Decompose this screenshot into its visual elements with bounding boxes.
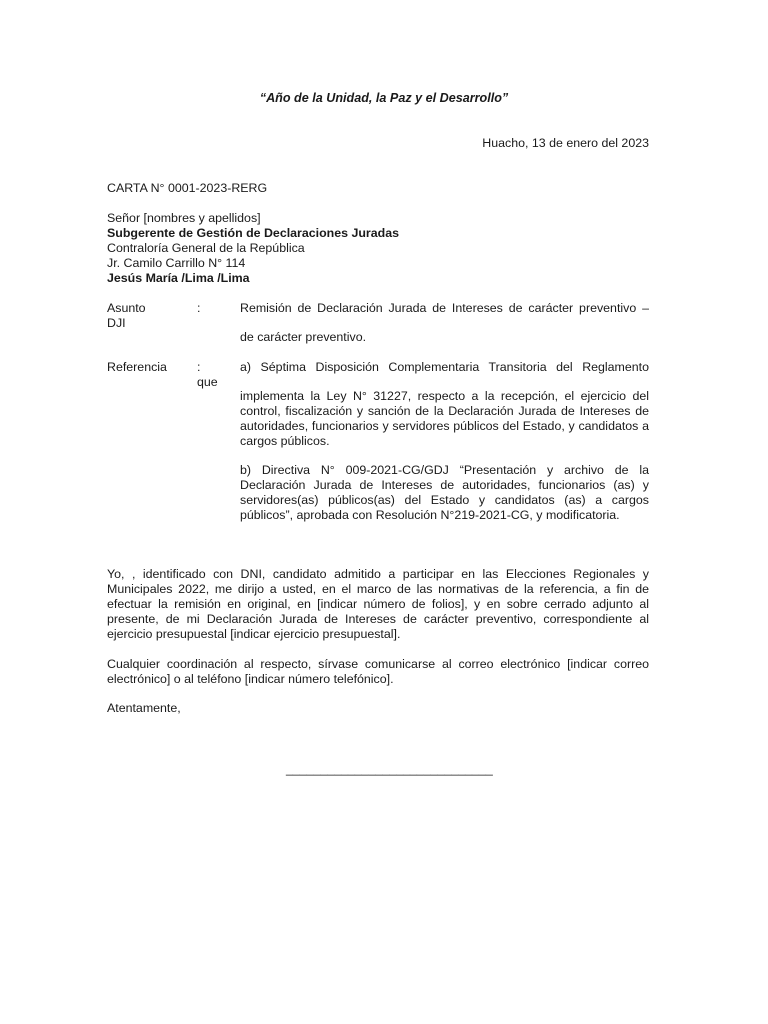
recipient-institution: Contraloría General de la República [107,241,305,255]
motto-header: “Año de la Unidad, la Paz y el Desarrollo” [259,91,509,105]
asunto-line1: Remisión de Declaración Jurada de Intereses de carácter preventivo – [240,301,649,315]
recipient-address: Jr. Camilo Carrillo N° 114 [107,256,246,270]
asunto-line2: de carácter preventivo. [240,330,367,344]
asunto-label: Asunto [107,301,146,315]
recipient-city: Jesús María /Lima /Lima [107,271,250,285]
referencia-label: Referencia [107,360,167,374]
body-paragraph-1: Yo, , identificado con DNI, candidato admitido a participar en las Elecciones Regionales y Municipales 2022, me dirijo a usted, en el marco de las normativas de la referencia, a fin de efectuar la remisión en original, en [indicar número de folios], y en sobre cerrado adjunto al presente, de mi Declaración Jurada de Intereses de carácter preventivo, correspondiente al ejercicio presupuestal [indicar ejercicio presupuestal]. [107,567,649,641]
place-date: Huacho, 13 de enero del 2023 [482,136,649,150]
referencia-b-text: b) Directiva N° 009-2021-CG/GDJ “Presentación y archivo de la Declaración Jurada de Intereses de autoridades, funcionarios (as) y servidores(as) públicos(as) del Estado y candidatos (as) a cargos públicos”, aprobada con Resolución N°219-2021-CG, y modificatoria. [240,463,649,522]
letter-number: CARTA N° 0001-2023-RERG [107,181,268,195]
recipient-block [107,211,399,286]
referencia-colon: : [197,360,201,374]
referencia-colon-cont: que [197,375,218,389]
body-paragraph-2: Cualquier coordinación al respecto, sírvase comunicarse al correo electrónico [indicar correo electrónico] o al teléfono [indicar número telefónico]. [107,657,649,686]
referencia-a-text: implementa la Ley N° 31227, respecto a la recepción, el ejercicio del control, fiscalización y sanción de la Declaración Jurada de Intereses de autoridades, funcionarios y servidores públicos del Estado, y candidatos a cargos públicos. [240,389,649,448]
asunto-colon: : [197,301,201,315]
signature-line: ______________________________ [286,762,493,776]
recipient-name: Señor [nombres y apellidos] [107,211,261,225]
recipient-title: Subgerente de Gestión de Declaraciones Juradas [107,226,399,240]
closing: Atentamente, [107,701,181,715]
referencia-a-line1: a) Séptima Disposición Complementaria Transitoria del Reglamento [240,360,649,374]
asunto-label-cont: DJI [107,316,126,330]
